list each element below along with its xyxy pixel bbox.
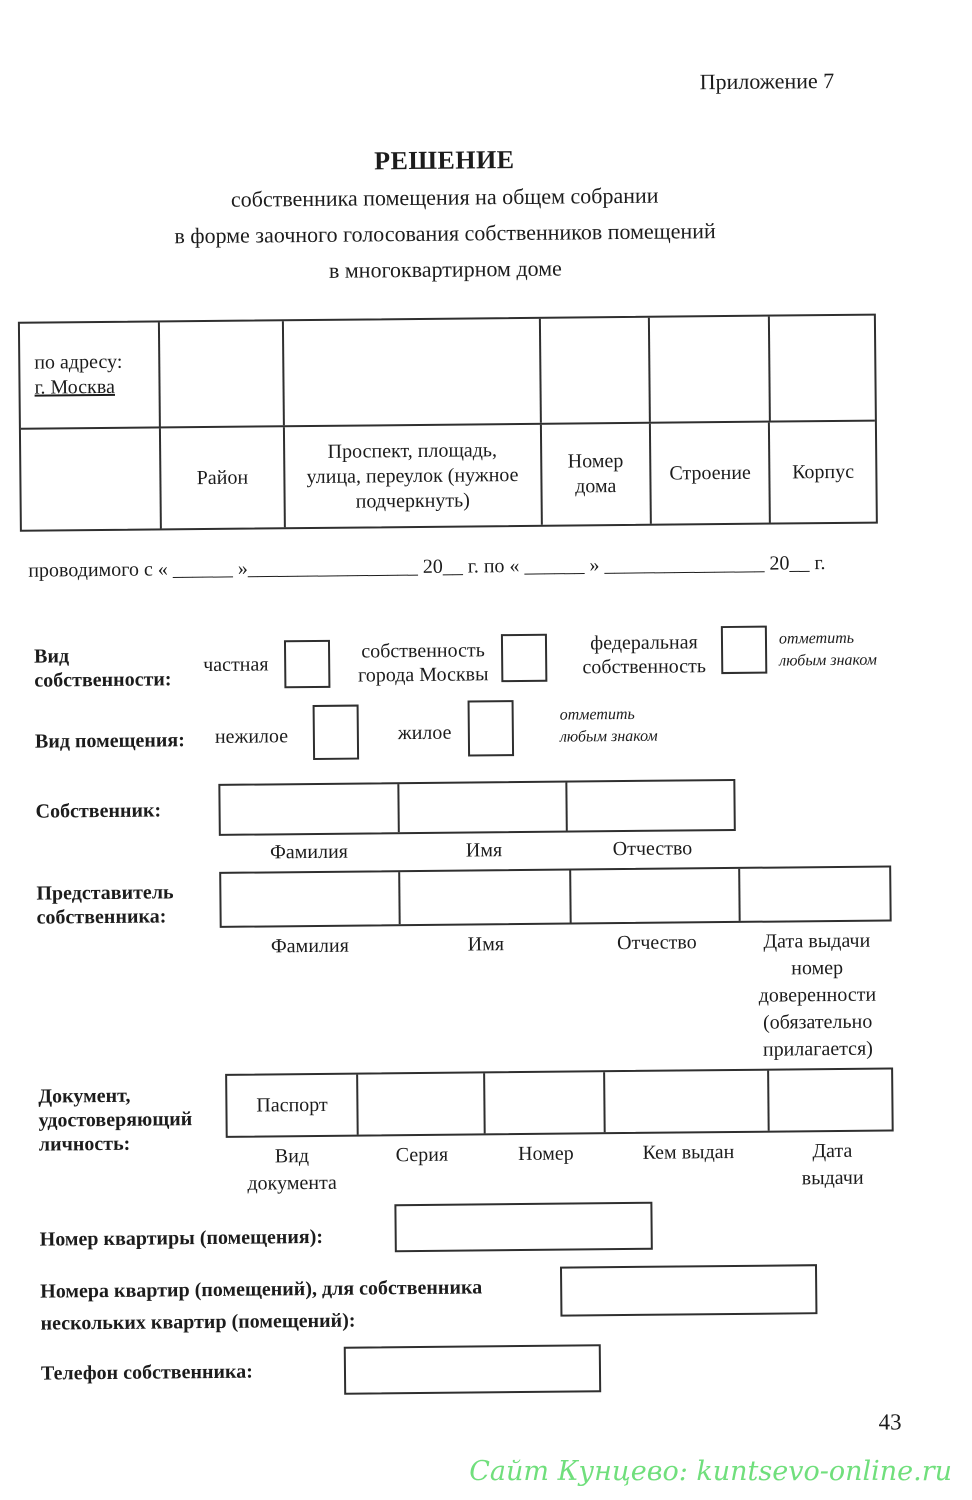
house-number-input-cell[interactable]	[540, 318, 650, 423]
representative-firstname-label: Имя	[467, 933, 505, 956]
address-table	[18, 314, 878, 532]
representative-middlename-label: Отчество	[616, 931, 697, 955]
document-type-cell[interactable]	[227, 1075, 359, 1136]
representative-label: Представитель собственника:	[36, 881, 174, 929]
document-type-value: Паспорт	[256, 1093, 328, 1117]
ownership-mark-note: отметить любым знаком	[778, 629, 878, 670]
address-empty-header-cell	[21, 428, 162, 529]
district-input-cell[interactable]	[160, 321, 284, 426]
house-number-header: Номер дома	[541, 424, 651, 525]
phone-box[interactable]	[344, 1344, 601, 1394]
document-series-label: Серия	[395, 1143, 449, 1167]
title-subtitle-3: в многоквартирном доме	[328, 255, 562, 283]
owner-table	[218, 779, 735, 836]
ownership-type-label: Вид собственности:	[34, 645, 172, 692]
ownership-private-checkbox[interactable]	[284, 640, 330, 688]
address-city: г. Москва	[34, 375, 116, 399]
premises-option-residential: жилое	[397, 721, 452, 745]
apartment-numbers-box[interactable]	[560, 1264, 817, 1316]
representative-proxy-cell[interactable]	[740, 867, 890, 920]
premises-option-nonresidential: нежилое	[214, 725, 289, 748]
identity-document-label: Документ, удостоверяющий личность:	[38, 1084, 193, 1156]
apartment-numbers-label: Номера квартир (помещений), для собственника нескольких квартир (помещений):	[40, 1276, 483, 1335]
owner-column-labels	[219, 835, 736, 867]
voting-period-line: проводимого с « ______ »_________________ 20__ г. по « ______ » ________________ 20__ г.	[28, 552, 826, 582]
site-watermark: Сайт Кунцево: kuntsevo-online.ru	[469, 1456, 952, 1487]
document-series-cell[interactable]	[358, 1073, 486, 1134]
document-number-label: Номер	[517, 1142, 574, 1166]
owner-middlename-cell[interactable]	[568, 781, 734, 831]
identity-document-column-labels	[226, 1137, 894, 1197]
premises-type-label: Вид помещения:	[34, 729, 185, 753]
title-subtitle-2: в форме заочного голосования собственников помещений	[174, 218, 716, 249]
title-subtitle-1: собственника помещения на общем собрании	[230, 182, 659, 212]
block-input-cell[interactable]	[769, 316, 874, 421]
document-issuer-cell[interactable]	[605, 1071, 770, 1133]
representative-firstname-cell[interactable]	[400, 871, 571, 925]
address-label-cell	[20, 322, 161, 427]
street-header: Проспект, площадь, улица, переулок (нужное подчеркнуть)	[285, 425, 543, 527]
address-table-header-row	[21, 420, 876, 530]
page-number: 43	[878, 1409, 902, 1435]
representative-lastname-cell[interactable]	[221, 872, 400, 926]
representative-middlename-cell[interactable]	[571, 869, 740, 923]
building-input-cell[interactable]	[650, 317, 770, 422]
owner-firstname-cell[interactable]	[399, 783, 568, 833]
document-issuer-label: Кем выдан	[642, 1140, 735, 1164]
owner-middlename-label: Отчество	[612, 837, 693, 861]
appendix-label: Приложение 7	[699, 67, 835, 95]
representative-lastname-label: Фамилия	[270, 934, 349, 958]
document-issue-date-cell[interactable]	[769, 1069, 892, 1130]
representative-column-labels	[220, 927, 893, 1068]
representative-proxy-label: Дата выдачи номер доверенности (обязательно прилагается)	[758, 929, 877, 1061]
ownership-option-private: частная	[203, 653, 269, 677]
block-header: Корпус	[792, 460, 855, 483]
premises-nonresidential-checkbox[interactable]	[313, 705, 360, 760]
ownership-federal-checkbox[interactable]	[721, 626, 767, 674]
apartment-number-box[interactable]	[394, 1202, 652, 1252]
document-issue-date-label: Дата выдачи	[801, 1139, 864, 1190]
district-header: Район	[161, 427, 285, 528]
apartment-number-label: Номер квартиры (помещения):	[39, 1225, 324, 1251]
ownership-moscow-checkbox[interactable]	[501, 634, 547, 682]
owner-lastname-label: Фамилия	[269, 840, 349, 864]
address-label: по адресу:	[34, 350, 123, 374]
building-header: Строение	[651, 423, 771, 524]
address-table-input-row	[20, 316, 875, 428]
document-number-cell[interactable]	[486, 1072, 606, 1133]
identity-document-table	[225, 1067, 894, 1137]
phone-label: Телефон собственника:	[40, 1360, 253, 1385]
ownership-option-moscow: собственность города Москвы	[357, 639, 489, 687]
document-title: РЕШЕНИЕ	[374, 145, 515, 176]
premises-mark-note: отметить любым знаком	[559, 705, 658, 746]
owner-label: Собственник:	[35, 799, 162, 823]
representative-table	[219, 865, 892, 927]
owner-firstname-label: Имя	[465, 839, 503, 862]
premises-residential-checkbox[interactable]	[468, 700, 515, 756]
owner-lastname-cell[interactable]	[220, 784, 399, 834]
street-input-cell[interactable]	[284, 319, 542, 425]
document-type-label: Вид документа	[247, 1145, 337, 1195]
ownership-option-federal: федеральная собственность	[582, 631, 707, 679]
